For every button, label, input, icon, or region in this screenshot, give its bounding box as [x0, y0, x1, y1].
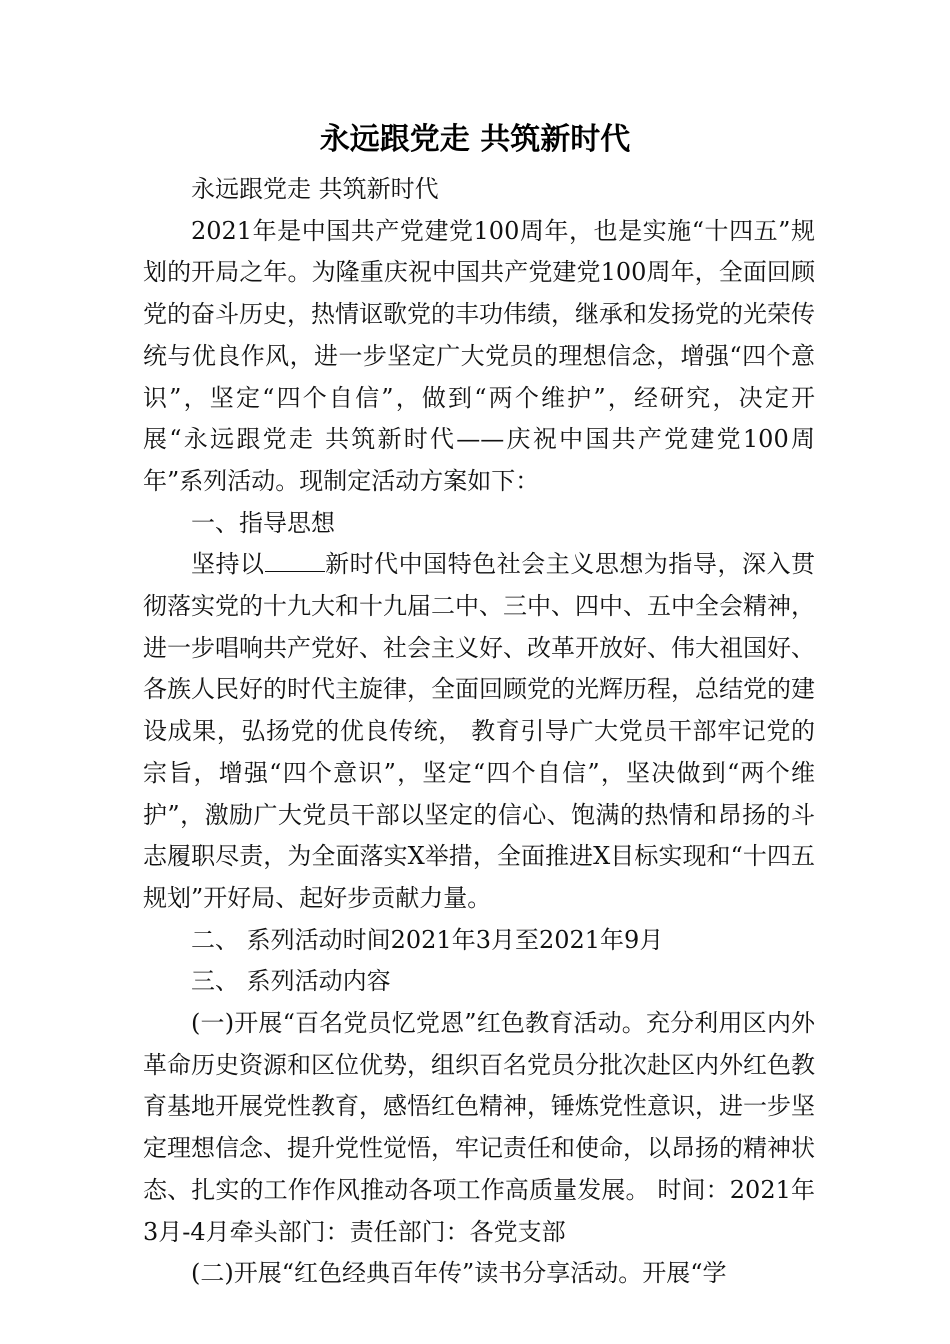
- section-heading-guiding-thought: 一、指导思想: [191, 508, 335, 537]
- guiding-thought-text-rest: 新时代中国特色社会主义思想为指导，深入贯彻落实党的十九大和十九届二中、三中、四中、五中全会精神，进一步唱响共产党好、社会主义好、改革开放好、伟大祖国好、各族人民好的时代主旋律，全面回顾党的光辉历程，总结党的建设成果，弘扬党的优良传统， 教育引导广大党员干部牢记党的宗旨，增强“四个意识”，坚定“四个自信”，坚决做到“两个维护”，激励广大党员干部以坚定的信心、饱满的热情和昂扬的斗志履职尽责，为全面落实X举措，全面推进X目标实现和“十四五规划”开好局、起好步贡献力量。: [143, 550, 816, 912]
- section-heading-activity-time: 二、 系列活动时间2021年3月至2021年9月: [191, 925, 664, 954]
- subtitle-paragraph: 永远跟党走 共筑新时代: [191, 175, 439, 203]
- guiding-thought-paragraph: [143, 544, 815, 919]
- section-heading-activity-content: 三、 系列活动内容: [191, 967, 391, 996]
- blank-underline: [265, 551, 325, 572]
- activity-item-1: (一)开展“百名党员忆党恩”红色教育活动。充分利用区内外革命历史资源和区位优势，组织百名党员分批次赴区内外红色教育基地开展党性教育，感悟红色精神，锤炼党性意识，进一步坚定理想信念、提升党性觉悟，牢记责任和使命，以昂扬的精神状态、扎实的工作作风推动各项工作高质量发展。 时间：2021年3月-4月牵头部门：责任部门：各党支部: [143, 1009, 815, 1246]
- guiding-thought-text-start: 坚持以: [191, 550, 265, 579]
- document-body: [143, 169, 815, 1295]
- document-title: 永远跟党走 共筑新时代: [319, 122, 631, 157]
- intro-paragraph: 2021年是中国共产党建党100周年，也是实施“十四五”规划的开局之年。为隆重庆祝中国共产党建党100周年，全面回顾党的奋斗历史，热情讴歌党的丰功伟绩，继承和发扬党的光荣传统与优良作风，进一步坚定广大党员的理想信念，增强“四个意识”，坚定“四个自信”，做到“两个维护”，经研究，决定开展“永远跟党走 共筑新时代——庆祝中国共产党建党100周年”系列活动。现制定活动方案如下：: [143, 216, 815, 495]
- activity-item-2: (二)开展“红色经典百年传”读书分享活动。开展“学: [191, 1259, 727, 1288]
